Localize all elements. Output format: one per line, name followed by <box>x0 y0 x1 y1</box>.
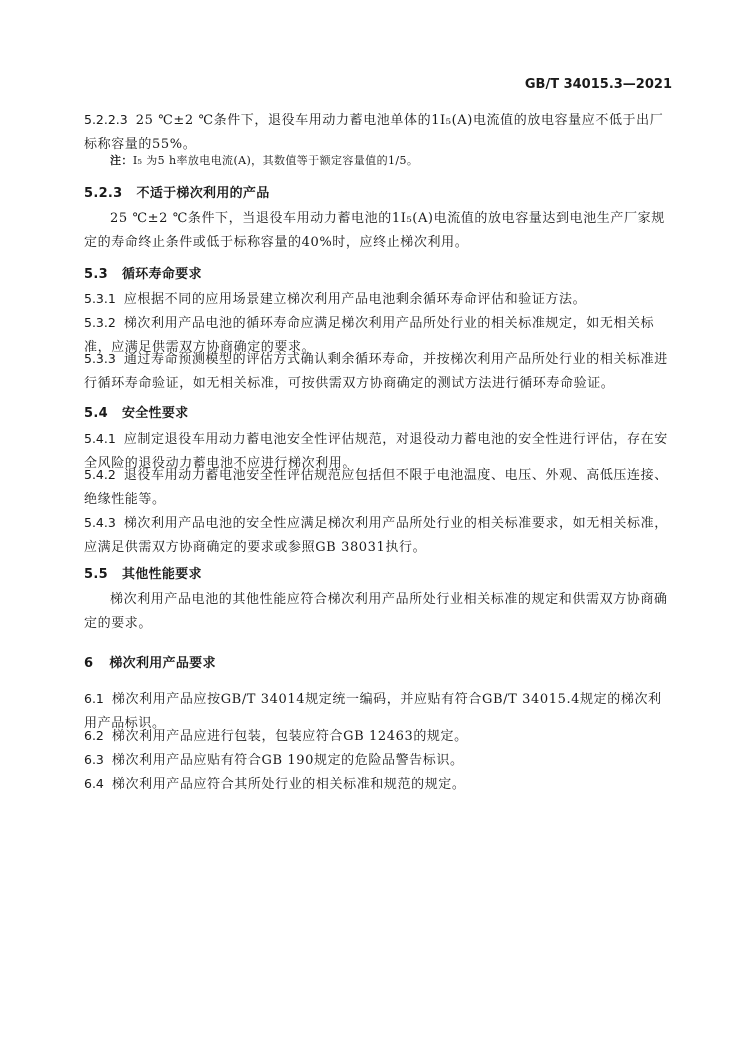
heading-5-5 <box>84 563 202 582</box>
heading-number: 5.2.3 <box>84 186 123 201</box>
clause-5-3-3 <box>84 347 670 396</box>
clause-text: 梯次利用产品电池的循环寿命应满足梯次利用产品所处行业的相关标准规定，如无相关标准，应满足供需双方协商确定的要求。 <box>84 316 655 355</box>
clause-text: 25 ℃±2 ℃条件下，退役车用动力蓄电池单体的1I₅(A)电流值的放电容量应不低于出厂标称容量的55%。 <box>84 113 664 152</box>
heading-6 <box>84 652 216 671</box>
clause-6-3 <box>84 748 670 773</box>
clause-text: 应制定退役车用动力蓄电池安全性评估规范，对退役动力蓄电池的安全性进行评估，存在安全风险的退役动力蓄电池不应进行梯次利用。 <box>84 432 668 471</box>
clause-text: 通过寿命预测模型的评估方式确认剩余循环寿命，并按梯次利用产品所处行业的相关标准进行循环寿命验证，如无相关标准，可按供需双方协商确定的测试方法进行循环寿命验证。 <box>84 352 668 391</box>
heading-5-4 <box>84 402 188 421</box>
clause-5-4-3 <box>84 511 670 560</box>
clause-number: 6.1 <box>84 691 104 706</box>
clause-number: 5.2.2.3 <box>84 112 128 127</box>
heading-title: 其他性能要求 <box>121 567 202 582</box>
clause-number: 5.4.2 <box>84 467 116 482</box>
clause-5-4-2 <box>84 463 670 512</box>
clause-number: 5.4.1 <box>84 431 116 446</box>
clause-number: 5.3.1 <box>84 291 116 306</box>
clause-text: 梯次利用产品应进行包装，包装应符合GB 12463的规定。 <box>111 729 468 744</box>
heading-title: 安全性要求 <box>121 406 189 421</box>
note <box>110 152 418 168</box>
note-label: 注： <box>110 154 133 167</box>
heading-5-2-3 <box>84 182 270 201</box>
clause-5-3-1 <box>84 287 670 312</box>
heading-number: 5.3 <box>84 267 108 282</box>
clause-number: 6.2 <box>84 728 104 743</box>
heading-title: 循环寿命要求 <box>121 267 202 282</box>
clause-6-4 <box>84 772 670 797</box>
heading-title: 梯次利用产品要求 <box>109 656 216 671</box>
clause-number: 6.3 <box>84 752 104 767</box>
clause-text: 梯次利用产品应符合其所处行业的相关标准和规范的规定。 <box>111 777 466 792</box>
standard-code: GB/T 34015.3—2021 <box>524 77 672 92</box>
clause-5-2-2-3 <box>84 108 670 157</box>
clause-6-2 <box>84 724 670 749</box>
clause-text: 退役车用动力蓄电池安全性评估规范应包括但不限于电池温度、电压、外观、高低压连接、绝缘性能等。 <box>84 468 668 507</box>
clause-number: 5.3.3 <box>84 351 116 366</box>
heading-number: 6 <box>84 656 94 671</box>
heading-title: 不适于梯次利用的产品 <box>136 186 270 201</box>
clause-text: 梯次利用产品电池的安全性应满足梯次利用产品所处行业的相关标准要求，如无相关标准，应满足供需双方协商确定的要求或参照GB 38031执行。 <box>84 516 668 555</box>
note-text: I₅ 为5 h率放电电流(A)，其数值等于额定容量值的1/5。 <box>132 154 419 167</box>
clause-text: 应根据不同的应用场景建立梯次利用产品电池剩余循环寿命评估和验证方法。 <box>123 292 587 307</box>
clause-number: 6.4 <box>84 776 104 791</box>
heading-number: 5.4 <box>84 406 108 421</box>
heading-5-3 <box>84 263 202 282</box>
clause-text: 梯次利用产品应按GB/T 34014规定统一编码，并应贴有符合GB/T 34015.4规定的梯次利用产品标识。 <box>84 692 662 731</box>
heading-number: 5.5 <box>84 567 108 582</box>
clause-text: 梯次利用产品应贴有符合GB 190规定的危险品警告标识。 <box>111 753 464 768</box>
clause-number: 5.4.3 <box>84 515 116 530</box>
paragraph-5-5: 梯次利用产品电池的其他性能应符合梯次利用产品所处行业相关标准的规定和供需双方协商确定的要求。 <box>84 592 668 631</box>
paragraph-5-2-3: 25 ℃±2 ℃条件下，当退役车用动力蓄电池的1I₅(A)电流值的放电容量达到电池生产厂家规定的寿命终止条件或低于标称容量的40%时，应终止梯次利用。 <box>84 211 665 250</box>
clause-number: 5.3.2 <box>84 315 116 330</box>
